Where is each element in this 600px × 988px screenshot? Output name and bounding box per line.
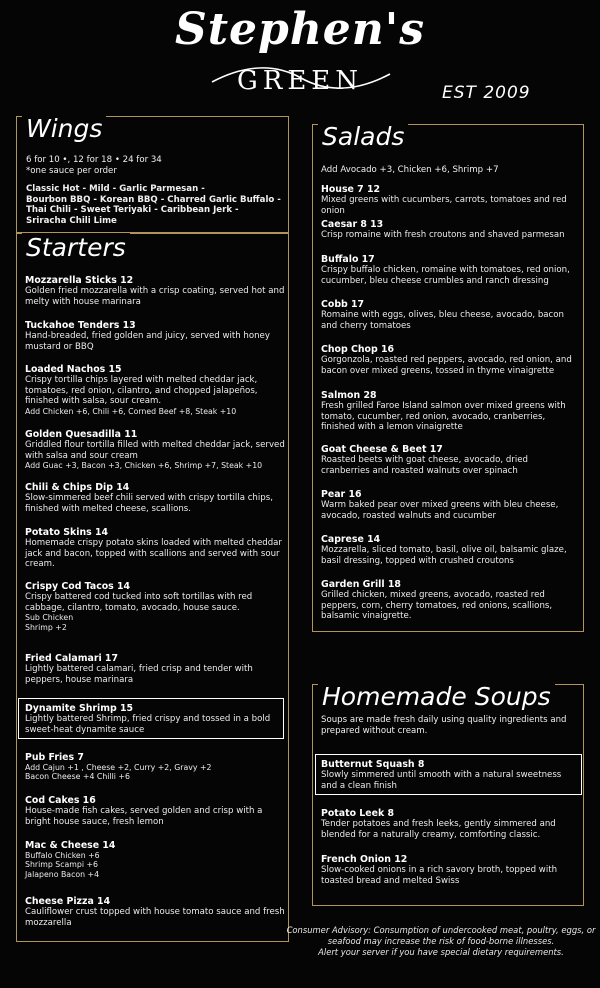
item-addons: Add Chicken +6, Chili +6, Corned Beef +8, Steak +10	[25, 406, 237, 416]
item-title: Buffalo 17	[321, 254, 375, 265]
item-description: Golden fried mozzarella with a crisp coating, served hot and melty with house marinara	[25, 286, 285, 307]
menu-item	[321, 390, 579, 433]
item-title: House 7 12	[321, 184, 380, 195]
item-description: Fresh grilled Faroe Island salmon over mixed greens with tomato, cucumber, red onion, avocado, cranberries, finished with a lemon vinaigrette	[321, 401, 566, 433]
menu-item	[25, 364, 287, 416]
wings-sauce-line: Classic Hot - Mild - Garlic Parmesan -	[26, 184, 205, 194]
wings-heading: Wings	[22, 114, 106, 144]
item-title: Chili & Chips Dip 14	[25, 482, 130, 493]
item-title: Caesar 8 13	[321, 219, 384, 230]
item-title: Cheese Pizza 14	[25, 896, 111, 907]
wings-sauce-list	[26, 184, 288, 226]
item-description: House-made fish cakes, served golden and crisp with a bright house sauce, fresh lemon	[25, 806, 263, 827]
item-title: Potato Skins 14	[25, 527, 109, 538]
item-description: Crispy battered cod tucked into soft tortillas with red cabbage, cilantro, tomato, avocado, house sauce.	[25, 592, 253, 613]
wings-sauce-line: Thai Chili - Sweet Teriyaki - Caribbean Jerk -	[26, 205, 239, 216]
item-addons: Add Guac +3, Bacon +3, Chicken +6, Shrimp +7, Steak +10	[25, 461, 263, 471]
item-description: Slow-cooked onions in a rich savory broth, topped with toasted bread and melted Swiss	[321, 865, 558, 886]
item-description: Add Cajun +1 , Cheese +2, Curry +2, Gravy +2	[25, 763, 212, 772]
item-description: Crispy buffalo chicken, romaine with tomatoes, red onion, cucumber, bleu cheese crumbles and ranch dressing	[321, 265, 570, 286]
item-title: Cod Cakes 16	[25, 795, 96, 806]
item-description: Crisp romaine with fresh croutons and shaved parmesan	[321, 230, 565, 240]
salads-heading: Salads	[318, 122, 408, 152]
item-title: Mozzarella Sticks 12	[25, 275, 134, 286]
salads-addons: Add Avocado +3, Chicken +6, Shrimp +7	[321, 165, 499, 175]
soups-heading: Homemade Soups	[318, 682, 555, 712]
wings-note: *one sauce per order	[26, 166, 117, 176]
starters-heading: Starters	[22, 233, 130, 263]
menu-item	[25, 840, 287, 879]
item-description: Warm baked pear over mixed greens with bleu cheese, avocado, roasted walnuts and cucumber	[321, 500, 559, 521]
item-description: Lightly battered Shrimp, fried crispy and tossed in a bold sweet-heat dynamite sauce	[25, 714, 271, 735]
menu-item	[321, 344, 579, 376]
soups-intro: Soups are made fresh daily using quality ingredients and prepared without cream.	[321, 715, 567, 736]
menu-item	[25, 275, 287, 307]
advisory-line: seafood may increase the risk of food-borne illnesses.	[327, 936, 555, 947]
item-addons: Shrimp +2	[25, 622, 67, 632]
menu-item	[25, 527, 287, 570]
menu-item	[321, 489, 579, 521]
item-title: Caprese 14	[321, 534, 381, 545]
menu-item	[25, 429, 287, 471]
item-title: Goat Cheese & Beet 17	[321, 444, 443, 455]
item-title: Potato Leek 8	[321, 808, 395, 819]
item-addons: Bacon Cheese +4 Chilli +6	[25, 772, 130, 782]
menu-item-featured	[25, 703, 281, 735]
item-description: Cauliflower crust topped with house tomato sauce and fresh mozzarella	[25, 907, 285, 928]
menu-item	[321, 219, 579, 241]
menu-item	[321, 299, 579, 331]
menu-item	[321, 808, 579, 840]
item-title: Loaded Nachos 15	[25, 364, 122, 375]
menu-item	[25, 795, 287, 827]
item-title: Garden Grill 18	[321, 579, 401, 590]
item-title: Mac & Cheese 14	[25, 840, 116, 851]
item-title: Chop Chop 16	[321, 344, 394, 355]
item-title: French Onion 12	[321, 854, 408, 865]
item-description: Griddled flour tortilla filled with melted cheddar jack, served with salsa and sour cream	[25, 440, 285, 461]
item-description: Hand-breaded, fried golden and juicy, served with honey mustard or BBQ	[25, 331, 270, 352]
item-title: Butternut Squash 8	[321, 759, 425, 770]
item-description: Tender potatoes and fresh leeks, gently simmered and blended for a naturally creamy, comforting classic.	[321, 819, 556, 840]
wings-sauce-line: Sriracha Chili Lime	[26, 215, 117, 226]
menu-item	[321, 254, 579, 286]
item-title: Fried Calamari 17	[25, 653, 118, 664]
item-description: Romaine with eggs, olives, bleu cheese, avocado, bacon and cherry tomatoes	[321, 310, 564, 331]
item-title: Dynamite Shrimp 15	[25, 703, 134, 714]
logo-subtitle: GREEN	[236, 66, 364, 96]
menu-item	[321, 184, 579, 216]
item-description: Lightly battered calamari, fried crisp and tender with peppers, house marinara	[25, 664, 253, 685]
item-description: Crispy tortilla chips layered with melted cheddar jack, tomatoes, red onion, cilantro, and chopped jalapeños, finished with salsa, sour cream.	[25, 375, 258, 407]
item-title: Salmon 28	[321, 390, 377, 401]
menu-item	[25, 581, 287, 632]
advisory-line: Alert your server if you have special dietary requirements.	[318, 947, 564, 958]
item-description: Homemade crispy potato skins loaded with melted cheddar jack and bacon, topped with scallions and served with sour cream.	[25, 538, 282, 570]
item-title: Crispy Cod Tacos 14	[25, 581, 131, 592]
wings-sauce-line: Bourbon BBQ - Korean BBQ - Charred Garlic Buffalo -	[26, 194, 281, 205]
item-description: Slow-simmered beef chili served with crispy tortilla chips, finished with melted cheese, scallions.	[25, 493, 273, 514]
item-title: Tuckahoe Tenders 13	[25, 320, 136, 331]
item-title: Golden Quesadilla 11	[25, 429, 138, 440]
item-addons: Jalapeno Bacon +4	[25, 869, 100, 879]
menu-item	[321, 534, 579, 566]
item-addons: Shrimp Scampi +6	[25, 860, 98, 870]
item-addons: Buffalo Chicken +6	[25, 851, 100, 860]
menu-item	[321, 854, 579, 886]
item-addons: Sub Chicken	[25, 613, 74, 623]
item-description: Gorgonzola, roasted red peppers, avocado, red onion, and bacon over mixed greens, tossed in thyme vinaigrette	[321, 355, 572, 376]
logo-wordmark: Stephen's	[174, 4, 426, 55]
menu-item	[321, 579, 579, 622]
established-year: EST 2009	[442, 83, 531, 103]
menu-item-featured	[321, 759, 579, 791]
item-title: Cobb 17	[321, 299, 365, 310]
item-description: Mixed greens with cucumbers, carrots, tomatoes and red onion	[321, 195, 567, 216]
menu-item	[25, 653, 287, 685]
item-description: Slowly simmered until smooth with a natural sweetness and a clean finish	[321, 770, 562, 791]
consumer-advisory	[286, 925, 596, 959]
wings-pricing: 6 for 10 •, 12 for 18 • 24 for 34	[26, 155, 162, 165]
menu-item	[321, 444, 579, 476]
item-title: Pear 16	[321, 489, 362, 500]
menu-item	[25, 896, 287, 928]
advisory-line: Consumer Advisory: Consumption of undercooked meat, poultry, eggs, or	[286, 925, 596, 935]
item-title: Pub Fries 7	[25, 752, 84, 763]
item-description: Roasted beets with goat cheese, avocado, dried cranberries and roasted walnuts over spinach	[321, 455, 528, 476]
menu-item	[25, 752, 287, 782]
item-description: Mozzarella, sliced tomato, basil, olive oil, balsamic glaze, basil dressing, topped with crushed croutons	[321, 545, 567, 566]
menu-item	[25, 320, 287, 352]
menu-item	[25, 482, 287, 514]
item-description: Grilled chicken, mixed greens, avocado, roasted red peppers, corn, cherry tomatoes, red onions, scallions, balsamic vinaigrette.	[321, 590, 553, 622]
